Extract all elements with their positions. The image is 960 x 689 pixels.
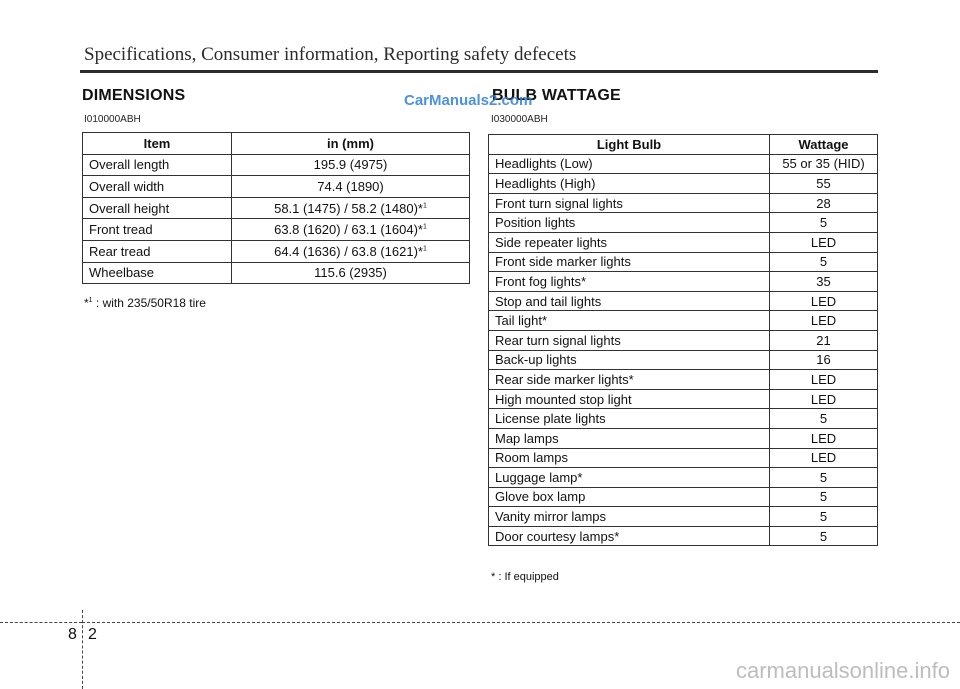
- wattage-cell: 5: [770, 468, 878, 488]
- chapter-number: 8: [68, 626, 77, 643]
- value-text: 115.6 (2935): [314, 265, 387, 281]
- item-cell: Overall length: [83, 154, 232, 176]
- table-row: [489, 193, 878, 213]
- wattage-cell: 21: [770, 330, 878, 350]
- page-number: 2: [88, 626, 97, 643]
- value-cell: [232, 176, 470, 198]
- table-row: [489, 370, 878, 390]
- value-cell: [232, 262, 470, 284]
- wattage-cell: 16: [770, 350, 878, 370]
- table-row: [489, 232, 878, 252]
- wattage-cell: 28: [770, 193, 878, 213]
- bulb-name-cell: Room lamps: [489, 448, 770, 468]
- wattage-cell: 5: [770, 526, 878, 546]
- table-row: [489, 154, 878, 174]
- table-row: [489, 213, 878, 233]
- wattage-cell: 5: [770, 507, 878, 527]
- wattage-cell: 5: [770, 487, 878, 507]
- value-cell: [232, 219, 470, 241]
- page-rule: [0, 622, 82, 623]
- table-row: [83, 176, 470, 198]
- watermark: CarManuals2.com: [404, 92, 533, 109]
- footnote-star: *: [84, 296, 89, 310]
- footnote-mark: 1: [422, 223, 427, 231]
- table-row: [489, 409, 878, 429]
- wattage-cell: 55 or 35 (HID): [770, 154, 878, 174]
- header-rule: [80, 70, 878, 73]
- bulb-name-cell: Headlights (Low): [489, 154, 770, 174]
- bulb-name-cell: High mounted stop light: [489, 389, 770, 409]
- footer-watermark: carmanualsonline.info: [735, 658, 950, 683]
- table-row: [489, 468, 878, 488]
- bulb-name-cell: Position lights: [489, 213, 770, 233]
- bulb-wattage-table: [488, 134, 878, 546]
- table-row: [489, 311, 878, 331]
- value-cell: [232, 154, 470, 176]
- wattage-cell: 5: [770, 409, 878, 429]
- bulb-name-cell: Rear turn signal lights: [489, 330, 770, 350]
- table-row: [489, 252, 878, 272]
- dimensions-code: I010000ABH: [84, 114, 141, 125]
- item-cell: Overall height: [83, 197, 232, 219]
- table-row: [489, 487, 878, 507]
- bulb-name-cell: Front turn signal lights: [489, 193, 770, 213]
- wattage-cell: 35: [770, 272, 878, 292]
- page-divider: [82, 610, 83, 689]
- column-header: Item: [83, 133, 232, 155]
- item-cell: Rear tread: [83, 240, 232, 262]
- bulb-wattage-code: I030000ABH: [491, 114, 548, 125]
- footnote-text: : with 235/50R18 tire: [92, 296, 206, 310]
- bulb-name-cell: Front fog lights*: [489, 272, 770, 292]
- value-cell: [232, 197, 470, 219]
- bulb-name-cell: Tail light*: [489, 311, 770, 331]
- bulb-name-cell: Map lamps: [489, 428, 770, 448]
- wattage-cell: LED: [770, 389, 878, 409]
- value-text: 63.8 (1620) / 63.1 (1604)*: [274, 222, 423, 238]
- value-text: 58.1 (1475) / 58.2 (1480)*: [274, 200, 423, 216]
- footnote-mark: 1: [88, 297, 93, 304]
- bulb-name-cell: Side repeater lights: [489, 232, 770, 252]
- value-cell: [232, 240, 470, 262]
- wattage-cell: LED: [770, 232, 878, 252]
- table-row: [489, 291, 878, 311]
- dimensions-footnote: [84, 296, 206, 310]
- footnote-mark: 1: [422, 245, 427, 253]
- page-rule: [82, 622, 960, 623]
- wattage-cell: 5: [770, 213, 878, 233]
- table-row: [83, 240, 470, 262]
- table-header-row: [83, 133, 470, 155]
- bulb-wattage-title: BULB WATTAGE: [492, 87, 621, 104]
- bulb-name-cell: Headlights (High): [489, 174, 770, 194]
- bulb-name-cell: Stop and tail lights: [489, 291, 770, 311]
- wattage-cell: LED: [770, 428, 878, 448]
- bulb-name-cell: Door courtesy lamps*: [489, 526, 770, 546]
- table-header-row: [489, 135, 878, 155]
- wattage-cell: 5: [770, 252, 878, 272]
- wattage-cell: LED: [770, 448, 878, 468]
- dimensions-table: [82, 132, 470, 284]
- table-row: [489, 428, 878, 448]
- table-row: [489, 507, 878, 527]
- value-text: 64.4 (1636) / 63.8 (1621)*: [274, 243, 423, 259]
- bulb-name-cell: Rear side marker lights*: [489, 370, 770, 390]
- item-cell: Overall width: [83, 176, 232, 198]
- wattage-cell: LED: [770, 311, 878, 331]
- table-row: [83, 262, 470, 284]
- value-text: 195.9 (4975): [313, 157, 388, 173]
- item-cell: Front tread: [83, 219, 232, 241]
- table-row: [83, 154, 470, 176]
- wattage-cell: LED: [770, 370, 878, 390]
- bulb-name-cell: Front side marker lights: [489, 252, 770, 272]
- table-row: [489, 174, 878, 194]
- footnote-mark: 1: [422, 202, 427, 210]
- wattage-cell: LED: [770, 291, 878, 311]
- bulb-name-cell: Luggage lamp*: [489, 468, 770, 488]
- column-header: Wattage: [770, 135, 878, 155]
- table-row: [489, 448, 878, 468]
- column-header: in (mm): [232, 133, 470, 155]
- dimensions-title: DIMENSIONS: [82, 87, 186, 104]
- table-row: [489, 389, 878, 409]
- bulb-name-cell: License plate lights: [489, 409, 770, 429]
- bulb-name-cell: Glove box lamp: [489, 487, 770, 507]
- table-row: [83, 219, 470, 241]
- wattage-cell: 55: [770, 174, 878, 194]
- running-header: Specifications, Consumer information, Reporting safety defecets: [84, 44, 577, 65]
- item-cell: Wheelbase: [83, 262, 232, 284]
- column-header: Light Bulb: [489, 135, 770, 155]
- value-text: 74.4 (1890): [317, 178, 384, 194]
- table-row: [83, 197, 470, 219]
- table-row: [489, 330, 878, 350]
- table-row: [489, 350, 878, 370]
- table-row: [489, 272, 878, 292]
- table-row: [489, 526, 878, 546]
- bulb-name-cell: Back-up lights: [489, 350, 770, 370]
- bulb-footnote: * : If equipped: [491, 571, 559, 583]
- bulb-name-cell: Vanity mirror lamps: [489, 507, 770, 527]
